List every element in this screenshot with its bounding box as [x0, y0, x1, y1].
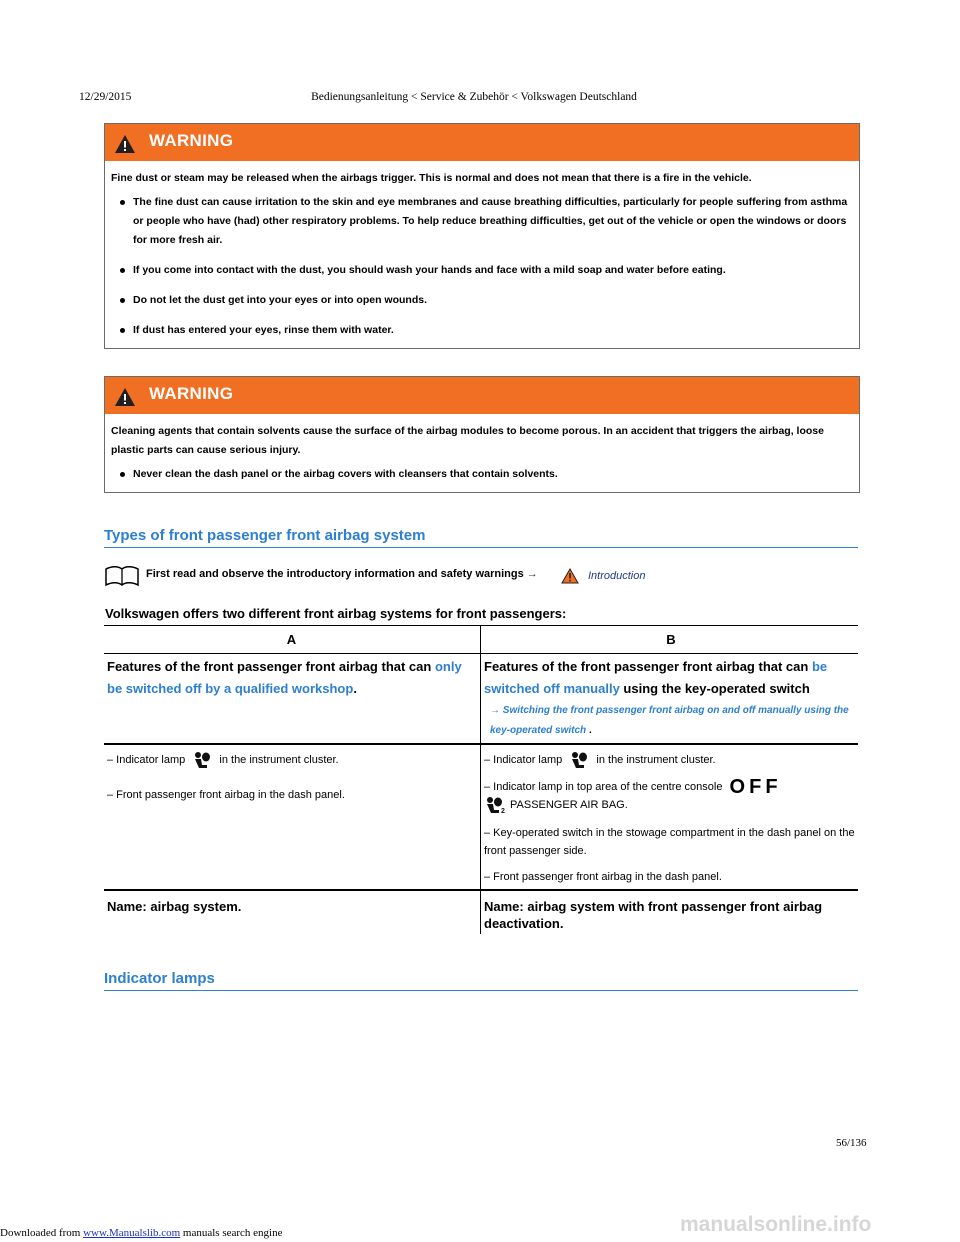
- warning-triangle-icon: [114, 134, 136, 154]
- warning-bullet: If dust has entered your eyes, rinse them with water.: [111, 321, 849, 340]
- watermark: manualsonline.info: [680, 1213, 872, 1236]
- warning-header: [105, 124, 859, 161]
- table-rule: [104, 889, 858, 891]
- warning-triangle-icon: [114, 387, 136, 407]
- page-source-title: Bedienungsanleitung < Service & Zubehör < Volkswagen Deutschland: [311, 91, 637, 103]
- table-divider: [480, 625, 481, 934]
- item-airbag-dash-a: – Front passenger front airbag in the dash panel.: [107, 789, 345, 801]
- warning-bullet: Do not let the dust get into your eyes or into open wounds.: [111, 291, 849, 310]
- airbag-indicator-icon: [569, 751, 589, 769]
- offers-heading: Volkswagen offers two different front airbag systems for front passengers:: [105, 606, 567, 621]
- warning-title: WARNING: [149, 131, 234, 150]
- section-title-indicator-lamps: Indicator lamps: [104, 970, 858, 991]
- passenger-airbag-off-icon: [484, 796, 506, 814]
- intro-row: [104, 565, 704, 585]
- warning-header: [105, 377, 859, 414]
- warning-title: WARNING: [149, 384, 234, 403]
- warning-bullet: Never clean the dash panel or the airbag covers with cleansers that contain solvents.: [111, 465, 849, 484]
- switching-airbag-link[interactable]: → Switching the front passenger front airbag on and off manually using the key-operated switch .: [490, 705, 849, 736]
- table-rule: [104, 653, 858, 654]
- print-date: 12/29/2015: [79, 91, 132, 103]
- warning-intro: Cleaning agents that contain solvents cause the surface of the airbag modules to become porous. In an accident that triggers the airbag, loose plastic parts can cause serious injury.: [111, 425, 824, 456]
- section-title-airbag-types: Types of front passenger front airbag system: [104, 527, 858, 548]
- warning-triangle-icon: [561, 568, 579, 584]
- warning-bullet: The fine dust can cause irritation to the skin and eye membranes and cause breathing difficulties, particularly for people suffering from asthma or people who have (had) other respiratory problems. To help reduce breathing difficulties, get out of the vehicle or open the windows or doors for more fresh air.: [111, 193, 849, 250]
- warning-box-dust: [104, 123, 860, 349]
- item-indicator-lamp-a: – Indicator lamp in the instrument cluster.: [107, 751, 482, 769]
- warning-box-cleaning: [104, 376, 860, 493]
- column-header-b: B: [666, 632, 676, 647]
- warning-body: [105, 161, 859, 348]
- off-indicator-icon: OFF: [729, 776, 782, 799]
- manualslib-link[interactable]: www.Manualslib.com: [83, 1227, 181, 1239]
- item-indicator-lamp-b: – Indicator lamp in the instrument cluster.: [484, 751, 858, 769]
- introduction-link[interactable]: Introduction: [588, 570, 646, 582]
- warning-list: [111, 193, 849, 340]
- table-rule: [104, 743, 858, 745]
- warning-bullet: If you come into contact with the dust, you should wash your hands and face with a mild soap and water before eating.: [111, 261, 849, 280]
- svg-text:2: 2: [501, 808, 505, 815]
- airbag-indicator-icon: [192, 751, 212, 769]
- warning-intro: Fine dust or steam may be released when the airbags trigger. This is normal and does not mean that there is a fire in the vehicle.: [111, 172, 752, 184]
- item-airbag-dash-b: – Front passenger front airbag in the dash panel.: [484, 871, 722, 883]
- footer-download-note: Downloaded from www.Manualslib.com manuals search engine: [0, 1227, 283, 1239]
- warning-list: [111, 465, 849, 484]
- page-number: 56/136: [836, 1137, 867, 1149]
- intro-text: First read and observe the introductory information and safety warnings →: [146, 568, 538, 580]
- item-key-switch-b: – Key-operated switch in the stowage compartment in the dash panel on the front passenger side.: [484, 827, 855, 857]
- item-console-lamp-b: – Indicator lamp in top area of the centre console OFF 2 PASSENGER AIR BAG.: [484, 776, 782, 815]
- feature-b: Features of the front passenger front airbag that can be switched off manually using the key-operated switch: [484, 659, 828, 696]
- warning-body: [105, 414, 859, 492]
- open-book-icon: [104, 565, 140, 587]
- name-a: Name: airbag system.: [107, 899, 242, 914]
- page-header: [79, 91, 869, 105]
- name-b: Name: airbag system with front passenger front airbag deactivation.: [484, 899, 823, 931]
- feature-a: Features of the front passenger front airbag that can only be switched off by a qualified workshop.: [107, 659, 462, 696]
- table-rule: [104, 625, 858, 626]
- column-header-a: A: [286, 632, 297, 647]
